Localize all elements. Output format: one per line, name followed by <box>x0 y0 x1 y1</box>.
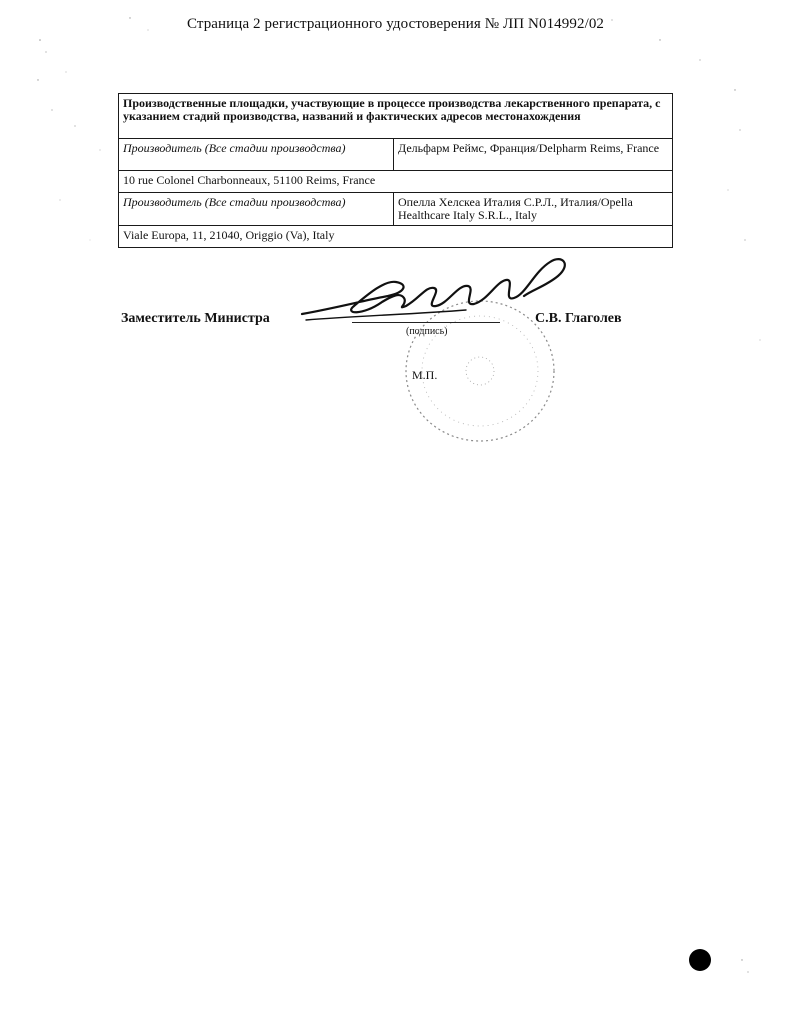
production-sites-table <box>118 93 673 248</box>
manufacturer-role: Производитель (Все стадии производства) <box>119 193 394 226</box>
table-heading: Производственные площадки, участвующие в процессе производства лекарственного препарата, с указанием стадий производства, названий и фактических адресов местонахождения <box>119 94 673 139</box>
scan-marker-dot <box>689 949 711 971</box>
table-row <box>119 226 673 248</box>
stamp-label: М.П. <box>412 368 438 382</box>
signature-caption: (подпись) <box>406 326 448 337</box>
manufacturer-address: Viale Europa, 11, 21040, Origgio (Va), Italy <box>119 226 673 248</box>
table-row <box>119 139 673 171</box>
manufacturer-company: Опелла Хелскеа Италия С.Р.Л., Италия/Opella Healthcare Italy S.R.L., Italy <box>394 193 673 226</box>
signatory-name: С.В. Глаголев <box>535 311 622 326</box>
manufacturer-address: 10 rue Colonel Charbonneaux, 51100 Reims, France <box>119 171 673 193</box>
manufacturer-company: Дельфарм Реймс, Франция/Delpharm Reims, France <box>394 139 673 171</box>
manufacturer-role: Производитель (Все стадии производства) <box>119 139 394 171</box>
signatory-position: Заместитель Министра <box>121 311 270 326</box>
page-title: Страница 2 регистрационного удостоверения № ЛП N014992/02 <box>186 16 605 32</box>
table-row <box>119 171 673 193</box>
signature-underline <box>352 322 500 323</box>
table-row <box>119 193 673 226</box>
table-heading-row <box>119 94 673 139</box>
